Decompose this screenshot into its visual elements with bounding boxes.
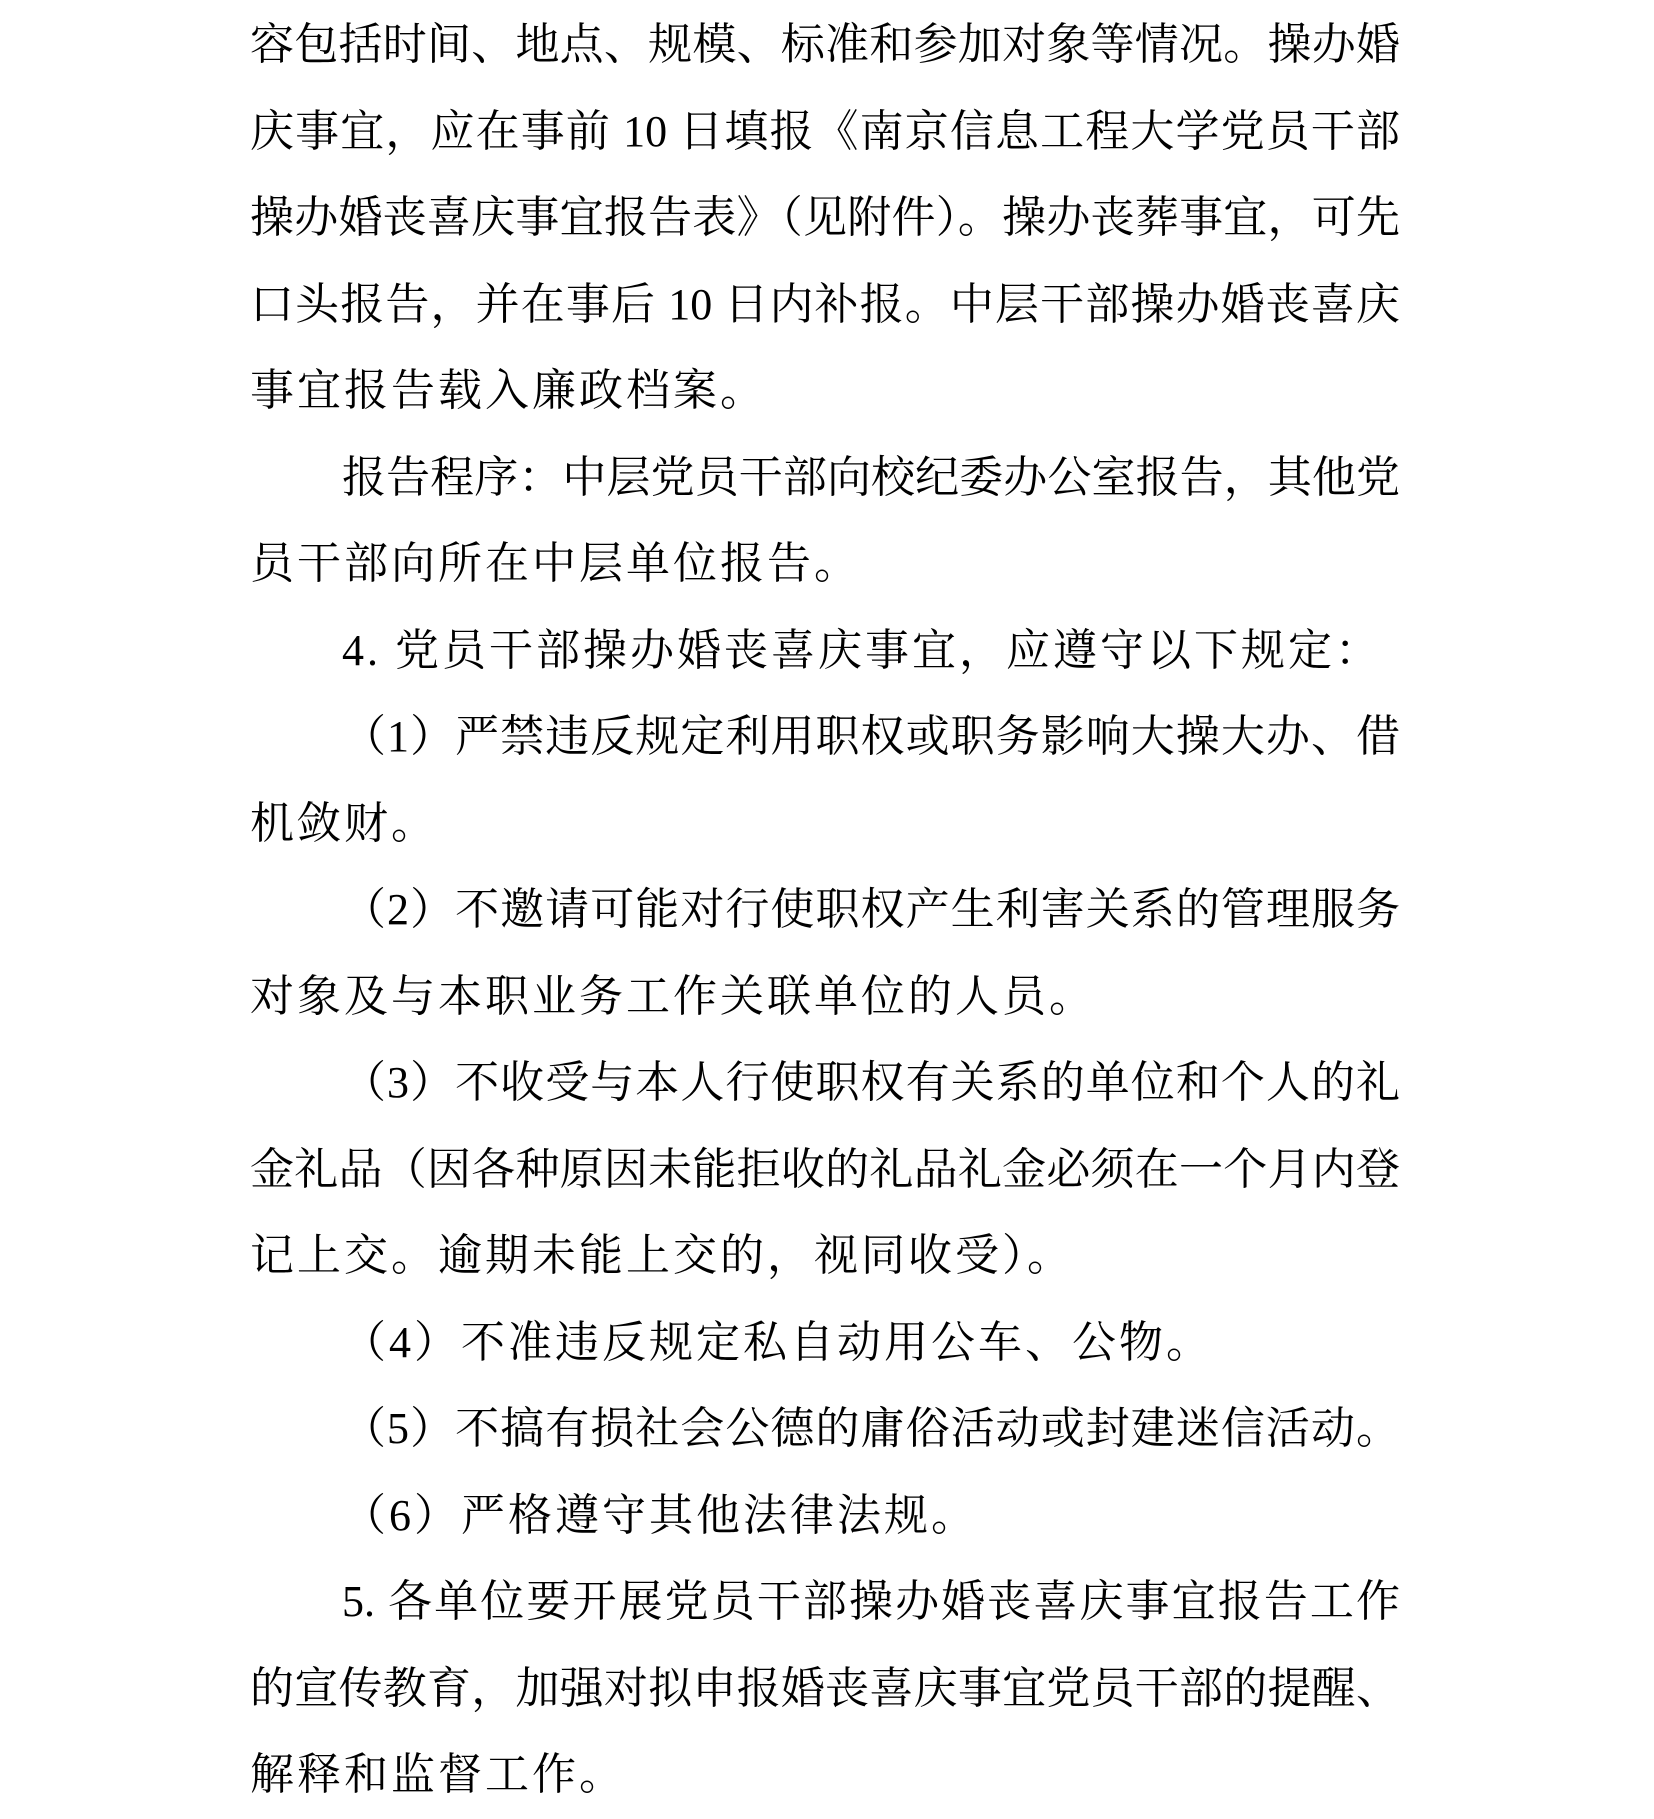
text-line: （3）不收受与本人行使职权有关系的单位和个人的礼	[342, 1058, 1400, 1107]
text-line: 记上交。逾期未能上交的，视同收受）。	[250, 1231, 1074, 1280]
text-line: 对象及与本职业务工作关联单位的人员。	[250, 971, 1096, 1021]
text-line: （6）严格遵守其他法律法规。	[342, 1490, 978, 1540]
document-text-block	[250, 2, 1400, 1819]
text-line: 5. 各单位要开展党员干部操办婚丧喜庆事宜报告工作	[342, 1577, 1400, 1626]
text-line: 4. 党员干部操办婚丧喜庆事宜，应遵守以下规定：	[342, 625, 1382, 675]
text-line: 报告程序：中层党员干部向校纪委办公室报告，其他党	[342, 452, 1400, 502]
text-line: （1）严禁违反规定利用职权或职务影响大操大办、借	[342, 712, 1400, 761]
text-line: 员干部向所在中层单位报告。	[250, 539, 861, 588]
text-line: 机敛财。	[250, 798, 438, 848]
text-line: 事宜报告载入廉政档案。	[250, 366, 767, 415]
text-line: 的宣传教育，加强对拟申报婚丧喜庆事宜党员干部的提醒、	[250, 1663, 1400, 1713]
text-line: 解释和监督工作。	[250, 1750, 626, 1799]
text-line: 操办婚丧喜庆事宜报告表》（见附件）。操办丧葬事宜，可先	[250, 193, 1400, 242]
text-line: （2）不邀请可能对行使职权产生利害关系的管理服务	[342, 885, 1400, 934]
text-line: 容包括时间、地点、规模、标准和参加对象等情况。操办婚	[250, 20, 1400, 69]
text-line: 口头报告，并在事后 10 日内补报。中层干部操办婚丧喜庆	[250, 279, 1400, 329]
text-line: （4）不准违反规定私自动用公车、公物。	[342, 1317, 1213, 1367]
text-line: （5）不搞有损社会公德的庸俗活动或封建迷信活动。	[342, 1404, 1400, 1453]
text-line: 金礼品（因各种原因未能拒收的礼品礼金必须在一个月内登	[250, 1144, 1400, 1194]
text-line: 庆事宜，应在事前 10 日填报《南京信息工程大学党员干部	[250, 106, 1400, 156]
